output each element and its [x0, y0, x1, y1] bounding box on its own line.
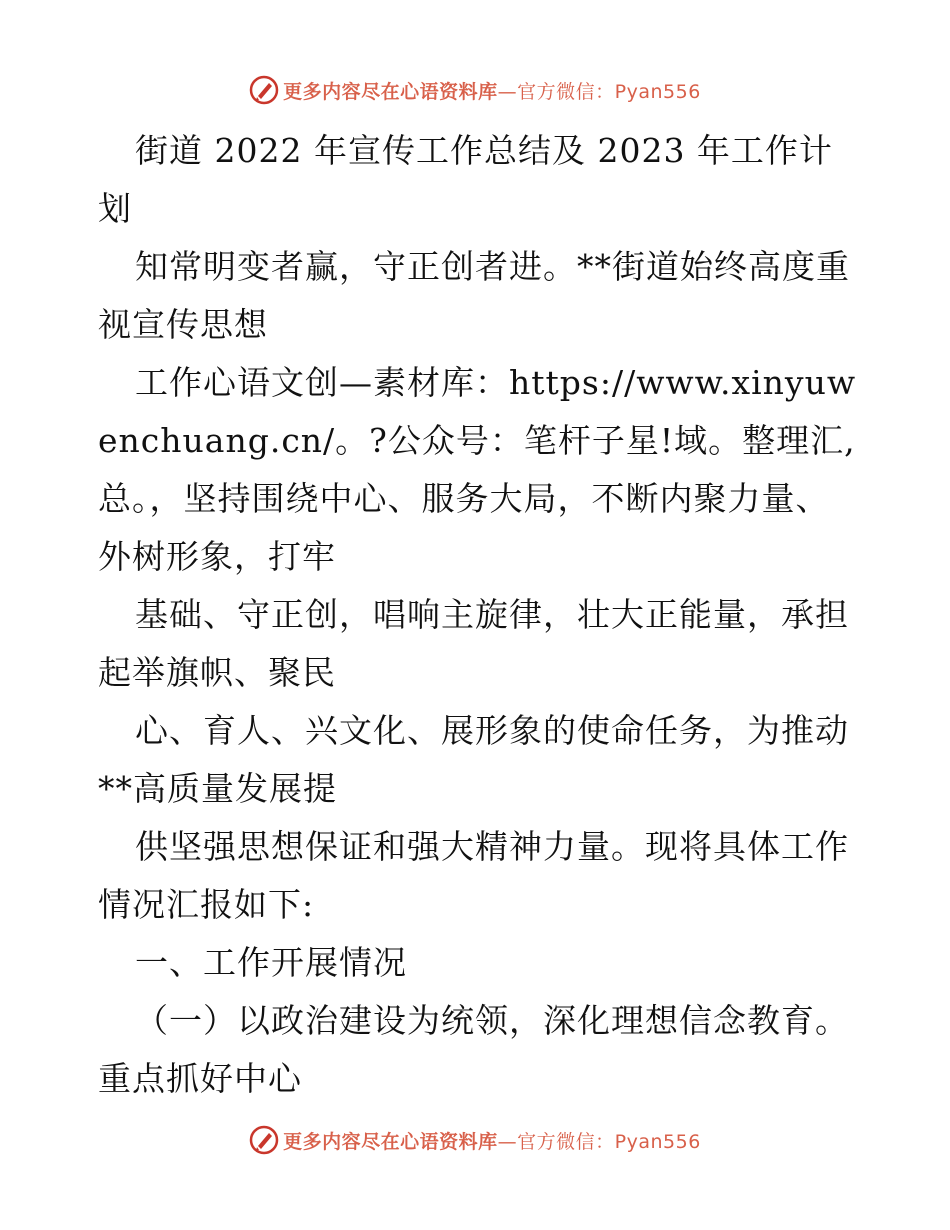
document-body	[98, 122, 858, 1108]
watermark-text: 更多内容尽在心语资料库—官方微信：Pyan556	[283, 80, 701, 103]
watermark-banner-bottom	[0, 1120, 950, 1160]
paragraph-6: （一）以政治建设为统领，深化理想信念教育。重点抓好中心	[98, 1001, 849, 1098]
paragraph-1: 知常明变者赢，守正创者进。**街道始终高度重视宣传思想	[98, 247, 850, 344]
section-heading: 一、工作开展情况	[135, 943, 407, 982]
document-title: 街道 2022 年宣传工作总结及 2023 年工作计划	[98, 131, 833, 228]
paragraph-5: 供坚强思想保证和强大精神力量。现将具体工作情况汇报如下:	[98, 827, 849, 924]
paragraph-4: 心、育人、兴文化、展形象的使命任务，为推动**高质量发展提	[98, 711, 849, 808]
paragraph-2: 工作心语文创—素材库：https://www.xinyuwenchuang.cn/。?公众号：笔杆子星!域。整理汇,总。，坚持围绕中心、服务大局，不断内聚力量、外树形象，打牢	[98, 363, 857, 576]
paragraph-3: 基础、守正创，唱响主旋律，壮大正能量，承担起举旗帜、聚民	[98, 595, 849, 692]
watermark-banner-top	[0, 70, 950, 110]
watermark-text: 更多内容尽在心语资料库—官方微信：Pyan556	[283, 1130, 701, 1153]
pen-logo-icon	[249, 75, 279, 105]
pen-logo-icon	[249, 1125, 279, 1155]
